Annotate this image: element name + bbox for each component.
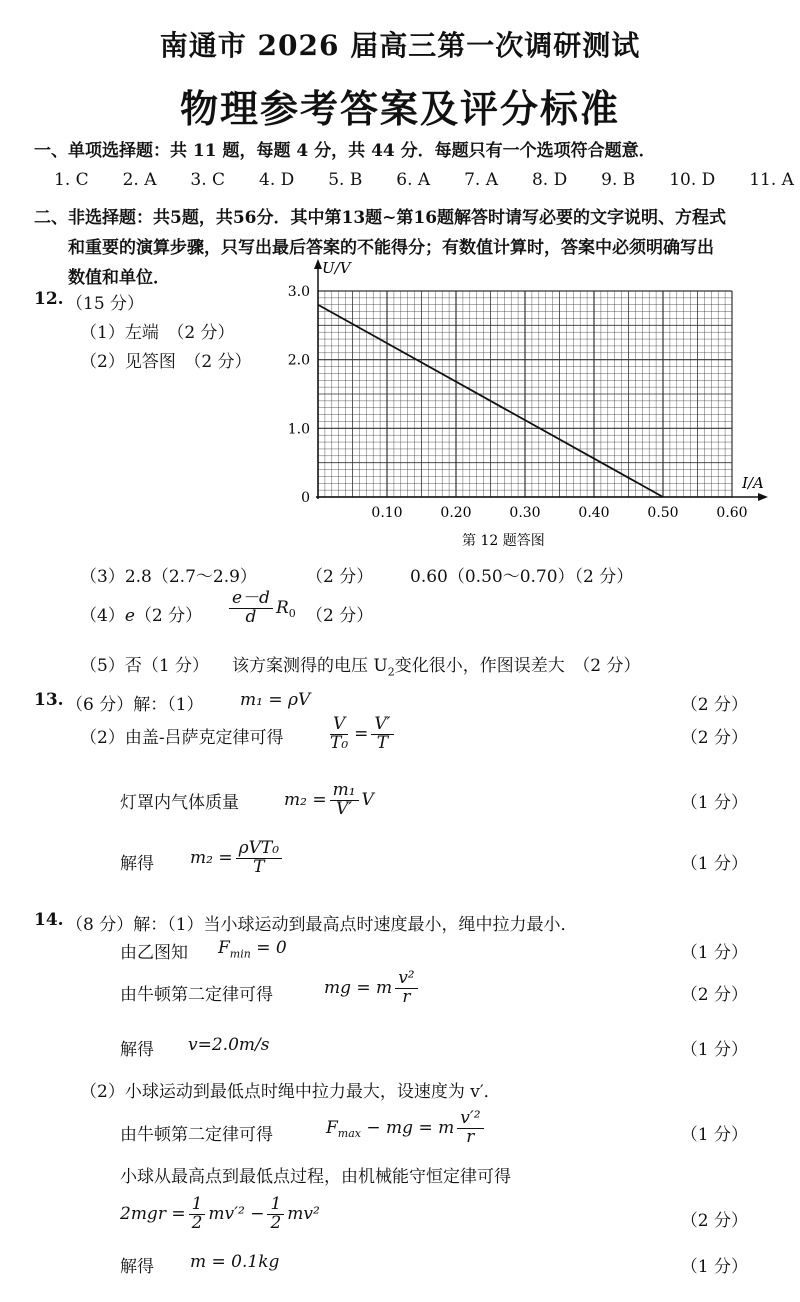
q14-eq6-num: v′² [457, 1110, 483, 1129]
q14-eq6-sub: max [337, 1127, 361, 1141]
q14-eq6 [326, 1110, 487, 1147]
q14-eq7-den2: 2 [270, 1212, 282, 1233]
chart-caption: 第 12 题答图 [462, 533, 545, 549]
q12-part5-a: （5）否（1 分） [80, 656, 210, 676]
q14-eq8: m = 0.1kg [190, 1252, 280, 1272]
q13-score4: （1 分） [680, 854, 748, 874]
mc-answer-7: 7. A [464, 170, 499, 190]
q14-eq2-rhs: = 0 [256, 938, 287, 958]
q13-line4: 解得 [120, 854, 154, 874]
mc-answer-5: 5. B [328, 170, 363, 190]
chart-axes [314, 259, 768, 501]
q14-head: （8 分）解：（1）当小球运动到最高点时速度最小，绳中拉力最小． [66, 915, 578, 935]
x-tick-label: 0.60 [716, 505, 748, 521]
q14-score4: （1 分） [680, 1040, 748, 1060]
q12-part4-e: e [124, 606, 135, 626]
q13-eq4-lhs: m₂ = [190, 847, 233, 868]
q14-eq3-num: v² [395, 970, 417, 989]
q12-part4-r: R [275, 597, 289, 618]
q14-eq7 [120, 1196, 320, 1233]
q13-score3: （1 分） [680, 793, 748, 813]
q12-part4-label: （4） [80, 606, 125, 626]
q12-part4-numerator: e－d [229, 590, 273, 609]
q12-part4-r-sub: 0 [288, 607, 296, 621]
y-tick-label: 3.0 [287, 284, 310, 300]
q13-eq4-num: ρVT₀ [236, 840, 282, 859]
q13-number: 13. [34, 690, 64, 710]
y-tick-label: 2.0 [287, 352, 310, 369]
q14-number: 14. [34, 910, 64, 930]
mc-answer-6: 6. A [396, 170, 431, 190]
x-tick-label: 0.20 [440, 505, 472, 521]
q12-part5-b [232, 651, 640, 678]
q12-part3-c: 0.60（0.50～0.70）（2 分） [410, 567, 634, 587]
q12-part3-b: （2 分） [306, 567, 374, 587]
q13-eq2 [324, 716, 397, 753]
q14-eq7-num2: 1 [267, 1196, 284, 1215]
mc-answer-9: 9. B [601, 170, 636, 190]
section2-heading-line3: 数值和单位． [68, 268, 170, 288]
mc-answer-10: 10. D [669, 170, 716, 190]
mc-answer-1: 1. C [54, 170, 89, 190]
q12-part5-text2: 变化很小，作图误差大 （2 分） [394, 656, 641, 676]
q13-line2: （2）由盖-吕萨克定律可得 [80, 728, 284, 748]
q14-eq2-sub: min [229, 947, 251, 961]
q14-score7: （2 分） [680, 1211, 748, 1231]
q12-part4 [80, 601, 202, 626]
q12-points: （15 分） [66, 294, 145, 314]
section2-heading-line1: 二、非选择题：共5题，共56分．其中第13题~第16题解答时请写必要的文字说明、方程式 [34, 208, 727, 228]
ui-chart [280, 255, 780, 555]
q13-eq2-den1: T₀ [330, 732, 349, 753]
q12-part4-score1: （2 分） [134, 606, 203, 626]
mc-answer-11: 11. A [749, 170, 794, 190]
section1-heading: 一、单项选择题：共 11 题，每题 4 分，共 44 分．每题只有一个选项符合题意． [34, 141, 656, 161]
mc-answer-3: 3. C [190, 170, 226, 190]
x-tick-label: 0.40 [578, 505, 610, 521]
mc-answer-8: 8. D [531, 170, 568, 190]
q13-eq2-equals: = [354, 723, 369, 744]
q13-eq2-den2: T [376, 732, 389, 753]
q13-eq2-num1: V [330, 716, 348, 735]
q13-line3: 灯罩内气体质量 [120, 793, 239, 813]
q12-part5-sub: 2 [387, 665, 395, 679]
q14-line7: 小球从最高点到最低点过程，由机械能守恒定律可得 [120, 1167, 511, 1187]
x-axis-label: I/A [742, 474, 764, 492]
q13-score2: （2 分） [680, 728, 748, 748]
q14-eq7-lhs: 2mgr = [120, 1203, 186, 1224]
q14-eq3 [324, 970, 421, 1007]
q14-eq4: v=2.0m/s [188, 1035, 270, 1055]
q12-part5-text: 该方案测得的电压 U [232, 656, 388, 676]
answer-key-title: 物理参考答案及评分标准 [179, 86, 620, 131]
q13-eq3-den: V′ [335, 798, 353, 819]
q13-score1: （2 分） [680, 695, 748, 715]
y-tick-label: 1.0 [287, 421, 310, 438]
q12-part3-a: （3）2.8（2.7～2.9） [80, 567, 257, 587]
q12-part2: （2）见答图 （2 分） [80, 352, 252, 372]
q14-line8: 解得 [120, 1257, 154, 1277]
q14-eq7-den1: 2 [191, 1212, 203, 1233]
q14-score8: （1 分） [680, 1257, 748, 1277]
q14-eq6-f: F [326, 1117, 338, 1138]
x-tick-label: 0.10 [371, 505, 403, 521]
chart-grid [318, 291, 732, 497]
mc-answer-4: 4. D [259, 170, 295, 190]
q14-score6: （1 分） [680, 1125, 748, 1145]
q13-eq3-num: m₁ [330, 782, 359, 801]
q14-eq7-tail: mv² [287, 1203, 320, 1224]
mc-answers [54, 170, 794, 190]
q14-line5: （2）小球运动到最低点时绳中拉力最大，设速度为 v′． [80, 1082, 501, 1102]
mc-answer-2: 2. A [122, 170, 157, 190]
q14-line6: 由牛顿第二定律可得 [120, 1125, 273, 1145]
q14-eq2 [218, 938, 287, 960]
exam-title: 南通市 2026 届高三第一次调研测试 [159, 29, 641, 62]
q13-eq2-num2: V′ [371, 716, 393, 735]
q12-part1: （1）左端 （2 分） [80, 323, 235, 343]
q12-part4-denominator: d [245, 606, 257, 627]
q12-part4-formula [226, 590, 296, 627]
q14-line3: 由牛顿第二定律可得 [120, 985, 273, 1005]
q13-eq3-tail: V [361, 789, 374, 810]
q14-score3: （2 分） [680, 985, 748, 1005]
q13-eq3-lhs: m₂ = [284, 789, 327, 810]
q14-eq6-den: r [466, 1126, 475, 1147]
x-tick-label: 0.50 [647, 505, 679, 521]
q13-head: （6 分）解：（1） [66, 695, 204, 715]
q14-score2: （1 分） [680, 943, 748, 963]
q14-line2: 由乙图知 [120, 943, 188, 963]
q14-eq3-lhs: mg = m [324, 977, 393, 998]
q14-eq3-den: r [402, 986, 411, 1007]
q14-line4: 解得 [120, 1040, 154, 1060]
y-axis-arrow [314, 259, 322, 269]
y-tick-label: 0 [301, 490, 310, 506]
q13-eq4-den: T [253, 856, 265, 877]
y-axis-label: U/V [322, 259, 351, 277]
q14-eq2-f: F [218, 938, 230, 958]
x-axis-arrow [758, 493, 768, 501]
q12-number: 12. [34, 289, 64, 309]
q13-eq4 [190, 840, 285, 877]
section2-heading-line2: 和重要的演算步骤，只写出最后答案的不能得分；有数值计算时，答案中必须明确写出 [68, 238, 714, 258]
q13-eq1: m₁ = ρV [240, 690, 311, 710]
x-tick-label: 0.30 [509, 505, 541, 521]
q14-eq6-mid: − mg = m [366, 1117, 455, 1138]
q13-eq3 [284, 782, 374, 819]
q14-eq7-num1: 1 [189, 1196, 206, 1215]
q12-part4-score2: （2 分） [306, 606, 374, 626]
q14-eq7-mid: mv′² − [208, 1203, 265, 1224]
